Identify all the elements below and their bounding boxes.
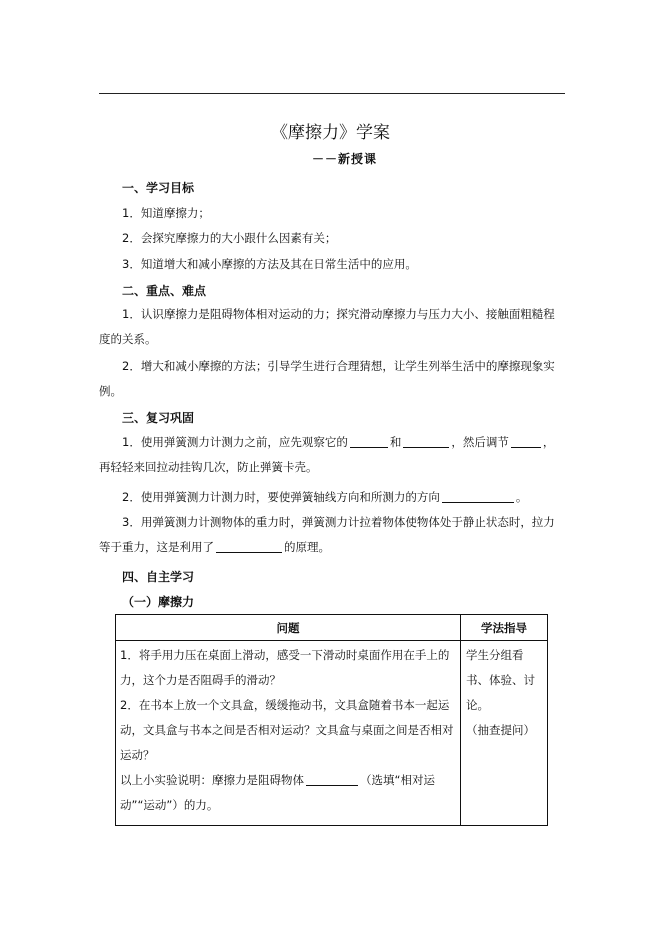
q1-text-c: ，然后调节: [451, 435, 509, 449]
table-row: [116, 641, 548, 826]
q3-table-text-a: 以上小实验说明：摩擦力是阻碍物体: [120, 773, 304, 787]
method-text: 学生分组看书、体验、讨论。: [466, 648, 535, 712]
answer-blank[interactable]: [216, 540, 282, 553]
answer-blank[interactable]: [306, 773, 358, 786]
key-point-paragraph: 2．增大和减小摩擦的方法；引导学生进行合理猜想，让学生列举生活中的摩擦现象实例。: [99, 359, 555, 398]
review-question-2: [122, 489, 527, 505]
section-heading-objectives: 一、学习目标: [122, 181, 195, 195]
section-heading-key-points: 二、重点、难点: [122, 284, 207, 298]
q1-text-a: 1．使用弹簧测力计测力之前，应先观察它的: [122, 435, 348, 449]
page-title: 《摩擦力》学案: [271, 123, 390, 143]
objective-item: 1．知道摩擦力；: [122, 206, 210, 220]
section-heading-review: 三、复习巩固: [122, 411, 195, 425]
answer-blank[interactable]: [511, 435, 541, 448]
column-header-question: 问题: [116, 615, 461, 641]
q2-text-a: 2．使用弹簧测力计测力时，要使弹簧轴线方向和所测力的方向: [122, 490, 440, 504]
subsection-heading-friction: （一）摩擦力: [122, 595, 195, 609]
section-heading-self-study: 四、自主学习: [122, 570, 195, 584]
q3-text-a: 3．用弹簧测力计测物体的重力时，弹簧测力计拉着物体使物体处于静止状态时，拉力等于重力，这是利用了: [99, 515, 555, 554]
page-subtitle: －－新授课: [312, 152, 378, 166]
method-note: （抽查提问）: [466, 723, 535, 737]
table-header-row: [116, 615, 548, 641]
objective-item: 3．知道增大和减小摩擦的方法及其在日常生活中的应用。: [122, 257, 417, 271]
q3-table-text-b: （选填“相对运动”“运动”）的力。: [120, 773, 435, 812]
review-question-1: [99, 430, 565, 480]
q2-text-b: 。: [515, 490, 528, 504]
answer-blank[interactable]: [350, 435, 388, 448]
table-question-2: 2．在书本上放一个文具盒，缓缓拖动书，文具盒随着书本一起运动，文具盒与书本之间是否相对运动？文具盒与桌面之间是否相对运动？: [120, 698, 454, 762]
table-question-1: 1．将手用力压在桌面上滑动，感受一下滑动时桌面作用在手上的力，这个力是否阻碍手的滑动？: [120, 648, 450, 687]
q1-text-d: ，再轻轻来回拉动挂钩几次，防止弹簧卡壳。: [99, 435, 555, 474]
table-question-3: [120, 768, 456, 818]
q1-text-b: 和: [389, 435, 402, 449]
objective-item: 2．会探究摩擦力的大小跟什么因素有关；: [122, 231, 337, 245]
key-point-paragraph: 1．认识摩擦力是阻碍物体相对运动的力；探究滑动摩擦力与压力大小、接触面粗糙程度的关系。: [99, 307, 555, 346]
q3-text-b: 的原理。: [284, 540, 330, 554]
answer-blank[interactable]: [442, 490, 514, 503]
study-table: [115, 614, 548, 826]
method-cell: [461, 641, 548, 826]
question-cell: [116, 641, 461, 826]
review-question-3: [99, 510, 565, 560]
answer-blank[interactable]: [403, 435, 449, 448]
header-rule: [99, 93, 565, 94]
column-header-method: 学法指导: [461, 615, 548, 641]
